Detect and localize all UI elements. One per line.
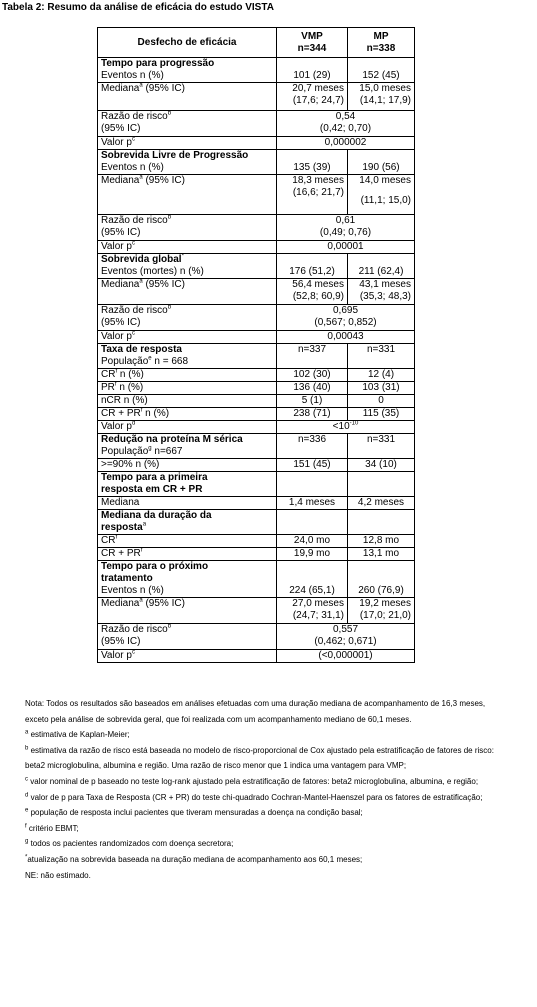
cell-vmp: 27,0 meses (24,7; 31,1) <box>277 598 348 624</box>
row-label: Mediana da duração da resposta$^a$ <box>98 510 277 535</box>
cell-mp: 13,1 mo <box>348 548 415 561</box>
row-label: Tempo para progressão Eventos n (%) <box>98 58 277 83</box>
table-row <box>98 58 415 83</box>
row-label: nCR n (%) <box>98 395 277 408</box>
cell-mp: n=331 <box>348 344 415 369</box>
row-label: $CR^f$ <box>98 535 277 548</box>
table-row <box>98 382 415 395</box>
header-vmp: VMP n=344 <box>277 28 348 58</box>
cell-vmp: 135 (39) <box>277 150 348 175</box>
row-label: Razão de risco$^b$ (95% IC) <box>98 111 277 137</box>
row-label: Mediana$^a$ (95% IC) <box>98 175 277 215</box>
cell-vmp: 102 (30) <box>277 369 348 382</box>
cell-hazard-ratio: 0,61 (0,49; 0,76) <box>277 215 415 241</box>
row-label: Valor $p^c$ <box>98 241 277 254</box>
row-label: $PR^f$ n (%) <box>98 382 277 395</box>
row-label: Sobrevida Livre de Progressão Eventos n (%) <box>98 150 277 175</box>
cell-mp <box>348 510 415 535</box>
table-row <box>98 650 415 663</box>
table-row <box>98 434 415 459</box>
cell-vmp: n=337 <box>277 344 348 369</box>
cell-mp: 115 (35) <box>348 408 415 421</box>
row-label: $CR^f$ n (%) <box>98 369 277 382</box>
cell-mp: 19,2 meses (17,0; 21,0) <box>348 598 415 624</box>
table-row <box>98 421 415 434</box>
footnote-g: $^g$ todos os pacientes randomizados com doença secretora; <box>25 838 234 849</box>
row-label: Mediana <box>98 497 277 510</box>
cell-p-value: 0,000002 <box>277 137 415 150</box>
cell-vmp: 238 (71) <box>277 408 348 421</box>
cell-vmp <box>277 510 348 535</box>
cell-vmp: 1,4 meses <box>277 497 348 510</box>
cell-vmp: 18,3 meses (16,6; 21,7) <box>277 175 348 215</box>
cell-vmp <box>277 472 348 497</box>
cell-vmp: 24,0 mo <box>277 535 348 548</box>
cell-p-value: 0,00043 <box>277 331 415 344</box>
row-label: Mediana$^a$ (95% IC) <box>98 83 277 111</box>
table-row <box>98 83 415 111</box>
table-row <box>98 548 415 561</box>
table-row <box>98 561 415 598</box>
note-general: Nota: Todos os resultados são baseados em análises efetuadas com uma duração mediana de acompanhamento de 16,3 meses, exceto pela análise de sobrevida geral, que foi realizada com um acompanhamento mediano de 60,1 meses. <box>25 699 486 724</box>
table-row <box>98 408 415 421</box>
table-row <box>98 598 415 624</box>
cell-mp: 15,0 meses (14,1; 17,9) <box>348 83 415 111</box>
header-endpoint: Desfecho de eficácia <box>98 28 277 58</box>
row-label: Sobrevida global* Eventos (mortes) n (%) <box>98 254 277 279</box>
row-label: Razão de risco$^b$ (95% IC) <box>98 215 277 241</box>
table-row <box>98 497 415 510</box>
cell-vmp: 136 (40) <box>277 382 348 395</box>
table-row <box>98 510 415 535</box>
cell-vmp: 20,7 meses (17,6; 24,7) <box>277 83 348 111</box>
table-row <box>98 472 415 497</box>
row-label: CR + $PR^f$ n (%) <box>98 408 277 421</box>
table-row <box>98 331 415 344</box>
cell-vmp: 176 (51,2) <box>277 254 348 279</box>
cell-vmp: 101 (29) <box>277 58 348 83</box>
cell-p-value: (<0,000001) <box>277 650 415 663</box>
footnote-ne: NE: não estimado. <box>25 870 91 880</box>
cell-hazard-ratio: 0,557 (0,462; 0,671) <box>277 624 415 650</box>
footnote-a: $^a$ estimativa de Kaplan-Meier; <box>25 729 130 740</box>
row-label: >=90% n (%) <box>98 459 277 472</box>
row-label: Redução na proteína M sérica População$^g$ n=667 <box>98 434 277 459</box>
table-row <box>98 254 415 279</box>
cell-mp: 34 (10) <box>348 459 415 472</box>
cell-hazard-ratio: 0,695 (0,567; 0,852) <box>277 305 415 331</box>
table-header-row <box>98 28 415 58</box>
table-row <box>98 344 415 369</box>
cell-vmp: 5 (1) <box>277 395 348 408</box>
row-label: Valor $p^d$ <box>98 421 277 434</box>
cell-hazard-ratio: 0,54 (0,42; 0,70) <box>277 111 415 137</box>
cell-mp: 43,1 meses (35,3; 48,3) <box>348 279 415 305</box>
table-title: Tabela 2: Resumo da análise de eficácia do estudo VISTA <box>2 2 274 13</box>
row-label: Tempo para a primeira resposta em CR + PR <box>98 472 277 497</box>
row-label: Razão de risco$^b$ (95% IC) <box>98 305 277 331</box>
cell-mp: n=331 <box>348 434 415 459</box>
footnotes <box>25 696 500 883</box>
cell-vmp: n=336 <box>277 434 348 459</box>
table-row <box>98 150 415 175</box>
row-label: Valor $p^c$ <box>98 650 277 663</box>
table-row <box>98 305 415 331</box>
cell-vmp: 151 (45) <box>277 459 348 472</box>
table-row <box>98 241 415 254</box>
cell-mp: 12,8 mo <box>348 535 415 548</box>
row-label: Valor $p^c$ <box>98 137 277 150</box>
cell-mp: 12 (4) <box>348 369 415 382</box>
table-row <box>98 175 415 215</box>
cell-mp: 152 (45) <box>348 58 415 83</box>
cell-mp: 4,2 meses <box>348 497 415 510</box>
footnote-e: $^e$ população de resposta inclui pacientes que tiveram mensuradas a doença na condição basal; <box>25 807 363 818</box>
cell-mp: 0 <box>348 395 415 408</box>
row-label: Taxa de resposta População$^e$ n = 668 <box>98 344 277 369</box>
table-row <box>98 369 415 382</box>
efficacy-table <box>97 27 415 663</box>
cell-mp: 103 (31) <box>348 382 415 395</box>
row-label: Valor $p^c$ <box>98 331 277 344</box>
row-label: CR + $PR^f$ <box>98 548 277 561</box>
cell-p-value: $<10^{-10}$ <box>277 421 415 434</box>
cell-mp <box>348 472 415 497</box>
table-row <box>98 215 415 241</box>
cell-mp: 260 (76,9) <box>348 561 415 598</box>
footnote-star: *atualização na sobrevida baseada na duração mediana de acompanhamento aos 60,1 meses; <box>25 854 363 864</box>
footnote-f: $^f$ critério EBMT; <box>25 823 79 833</box>
cell-mp: 190 (56) <box>348 150 415 175</box>
table-row <box>98 624 415 650</box>
cell-p-value: 0,00001 <box>277 241 415 254</box>
table-row <box>98 459 415 472</box>
cell-mp: 14,0 meses (11,1; 15,0) <box>348 175 415 215</box>
header-mp: MP n=338 <box>348 28 415 58</box>
row-label: Tempo para o próximo tratamento Eventos n (%) <box>98 561 277 598</box>
row-label: Mediana$^a$ (95% IC) <box>98 598 277 624</box>
row-label: Mediana$^a$ (95% IC) <box>98 279 277 305</box>
footnote-c: $^c$ valor nominal de p baseado no teste log-rank ajustado pela estratificação de fatores: beta2 microglobulina, albumina, e região; <box>25 776 479 786</box>
table-row <box>98 111 415 137</box>
table-row <box>98 279 415 305</box>
cell-mp: 211 (62,4) <box>348 254 415 279</box>
row-label: Razão de risco$^b$ (95% IC) <box>98 624 277 650</box>
footnote-b: $^b$ estimativa da razão de risco está baseada no modelo de risco-proporcional de Cox ajustado pela estratificação de fatores de risco: beta2 microglobulina, albumina e região. Uma razão de risco menor que 1 indica uma vantagem para VMP; <box>25 745 494 771</box>
table-row <box>98 395 415 408</box>
table-row <box>98 137 415 150</box>
table-row <box>98 535 415 548</box>
cell-vmp: 56,4 meses (52,8; 60,9) <box>277 279 348 305</box>
cell-vmp: 224 (65,1) <box>277 561 348 598</box>
footnote-d: $^d$ valor de p para Taxa de Resposta (CR + PR) do teste chi-quadrado Cochran-Mantel-Haenszel para os fatores de estratificação; <box>25 791 483 802</box>
cell-vmp: 19,9 mo <box>277 548 348 561</box>
